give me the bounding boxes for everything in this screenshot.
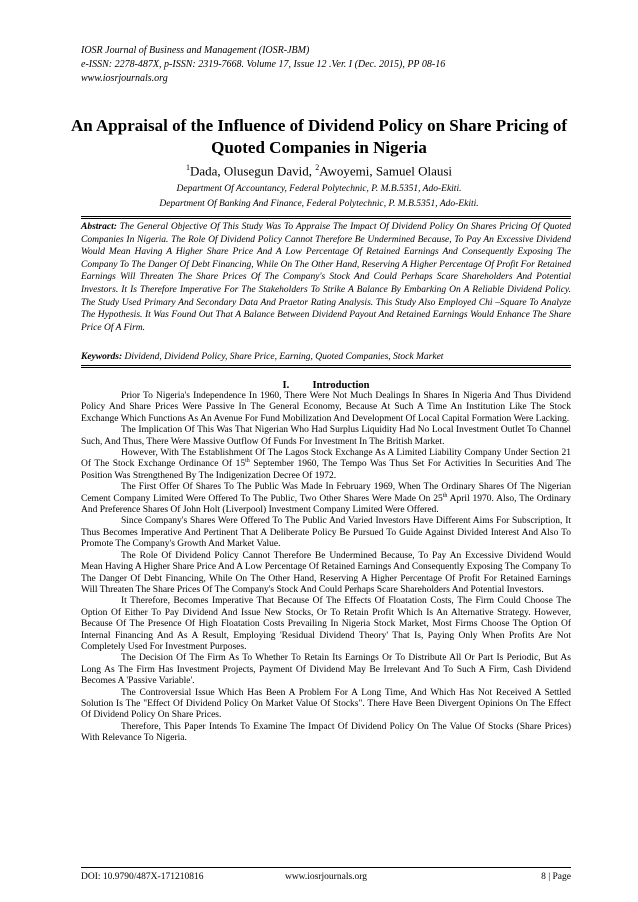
journal-name: IOSR Journal of Business and Management (IOSR-JBM) [81, 45, 310, 56]
paragraph-4-text-b: April 1970. Also, The Ordinary And Preference Shares Of John Holt (Liverpool) Investment Company Limited Were Offered. [81, 493, 571, 516]
paragraph-1: Prior To Nigeria's Independence In 1960, There Were Not Much Dealings In Shares In Nigeria And Thus Dividend Policy And Share Prices Were Passive In The General Economy, Because At Such A Time An Institution Like The Stock Exchange Which Functions As An Avenue For Fund Mobilization And Development Of Local Capital Formation Were Lacking. [81, 391, 571, 424]
affiliation-list [66, 182, 572, 212]
paragraph-4 [81, 482, 571, 516]
section-title: Introduction [312, 380, 370, 391]
body-text [81, 391, 571, 745]
divider-top [81, 216, 571, 217]
paragraph-3-text-b: September 1960, The Tempo Was Thus Set For Activities In Securities And The Position Was Strengthened By The Indigenization Decree Of 1972. [81, 459, 571, 481]
abstract-label: Abstract: [81, 222, 117, 232]
journal-issn: e-ISSN: 2278-487X, p-ISSN: 2319-7668. Volume 17, Issue 12 .Ver. I (Dec. 2015), PP 08-16 [81, 59, 446, 70]
footer-page-number: 8 | Page [541, 872, 571, 882]
keywords-label: Keywords: [81, 352, 123, 362]
paragraph-9: The Controversial Issue Which Has Been A Problem For A Long Time, And Which Has Not Received A Settled Solution Is The "Effect Of Dividend Policy On Market Value Of Stocks". There Have Been Divergent Opinions On The Effect Of Dividend Policy On Share Prices. [81, 687, 571, 721]
divider-keywords-double [81, 367, 571, 368]
author-list [66, 160, 572, 179]
author-1-name: Dada, Olusegun David, [189, 163, 316, 179]
section-number: I. [282, 380, 290, 391]
ordinal-suffix: th [245, 458, 250, 465]
affiliation-2: Department Of Banking And Finance, Federal Polytechnic, P. M.B.5351, Ado-Ekiti. [159, 199, 479, 209]
ordinal-suffix: th [442, 492, 448, 499]
affiliation-1: Department Of Accountancy, Federal Polytechnic, P. M.B.5351, Ado-Ekiti. [176, 184, 462, 194]
paragraph-3 [81, 448, 571, 482]
journal-website[interactable]: www.iosrjournals.org [81, 73, 168, 84]
author-2-index: 2 [315, 163, 320, 172]
divider-keywords [81, 365, 571, 366]
divider-footer [81, 867, 571, 868]
abstract-text: The General Objective Of This Study Was To Appraise The Impact Of Dividend Policy On Shares Pricing Of Quoted Companies In Nigeria. The Role Of Dividend Policy Cannot Therefore Be Undermined Because, To Pay An Excessive Dividend Would Mean Having A Higher Share Price And A Low Percentage Of Retained Earnings And Consequently Exposing The Company To The Danger Of Debt Financing, While On The Other Hand, Reserving A Higher Percentage Of Profit For Retained Earnings Will Threaten The Share Prices Of The Company's Stock And Could Perhaps Scare Shareholders And Potential Investors. It Is Therefore Imperative For The Stakeholders To Strike A Balance By Embarking On A Reliable Dividend Policy. The Study Used Primary And Secondary Data And Praetor Rating Analysis. This Study Also Employed Chi –Square To Analyze The Hypothesis. It Was Found Out That A Balance Between Dividend Payout And Retained Earnings Would Enhance The Share Price Of A Firm. [81, 222, 571, 333]
abstract [81, 221, 571, 334]
paragraph-10: Therefore, This Paper Intends To Examine The Impact Of Dividend Policy On The Value Of Stocks (Share Prices) With Relevance To Nigeria. [81, 721, 571, 744]
author-1-index: 1 [185, 163, 190, 172]
paragraph-5: Since Company's Shares Were Offered To The Public And Varied Investors Have Different Aims For Subscription, It Thus Becomes Imperative And Pertinent That A Deliberate Policy Be Pursued To Guide Against Divided Interest And Also To Promote The Company's Growth And Market Value. [81, 516, 571, 550]
paragraph-4-text-a: The First Offer Of Shares To The Public Was Made In February 1969, When The Ordinary Shares Of The Nigerian Cement Company Limited Were Offered To The Public, Two Other Shares Were Made On 25 [81, 482, 571, 504]
keywords-text: Dividend, Dividend Policy, Share Price, Earning, Quoted Companies, Stock Market [122, 352, 444, 362]
journal-header [81, 44, 571, 86]
paragraph-3-text-a: However, With The Establishment Of The Lagos Stock Exchange As A Limited Liability Company Under Section 21 Of The Stock Exchange Ordinance Of 15 [81, 448, 571, 470]
footer-website[interactable]: www.iosrjournals.org [284, 872, 368, 882]
paper-title: An Appraisal of the Influence of Dividend Policy on Share Pricing of Quoted Companies in Nigeria [70, 116, 567, 157]
keywords [81, 351, 571, 364]
paragraph-7: It Therefore, Becomes Imperative That Because Of The Effects Of Floatation Costs, The Firm Could Choose The Option Of Either To Pay Dividend And Issue New Stocks, Or To Retain Profit Which Is An Alternative Strategy. However, Because Of The Presence Of High Floatation Costs Prevailing In Nigeria Stock Market, Most Firms Choose The Option Of Internal Financing And As A Result, Employing 'Residual Dividend Theory' That Is, Paying Only When Profits Are Not Completely Used For Investment Purposes. [81, 596, 571, 652]
paragraph-8: The Decision Of The Firm As To Whether To Retain Its Earnings Or To Distribute All Or Part Is Periodic, But As Long As The Firm Has Investment Projects, Payment Of Dividend May Be Irrelevant And To Such A Firm, Cash Dividend Becomes A 'Passive Variable'. [81, 653, 571, 687]
paragraph-6: The Role Of Dividend Policy Cannot Therefore Be Undermined Because, To Pay An Excessive Dividend Would Mean Having A Higher Share Price And A Low Percentage Of Retained Earnings And Consequently Exposing The Company To The Danger Of Debt Financing, While On The Other Hand, Reserving A Higher Percentage Of Profit For Retained Earnings Will Threaten The Share Prices Of The Company's Stock And Could Perhaps Scare Shareholders And Potential Investors. [81, 550, 571, 595]
paragraph-2: The Implication Of This Was That Nigerian Who Had Surplus Liquidity Had No Local Investment Outlet To Channel Such, And Thus, There Were Massive Outflow Of Funds For Investment In The British Market. [81, 425, 571, 447]
divider-top-double [81, 218, 571, 219]
footer-doi[interactable]: DOI: 10.9790/487X-171210816 [81, 872, 204, 882]
author-2-name: Awoyemi, Samuel Olausi [319, 163, 453, 179]
